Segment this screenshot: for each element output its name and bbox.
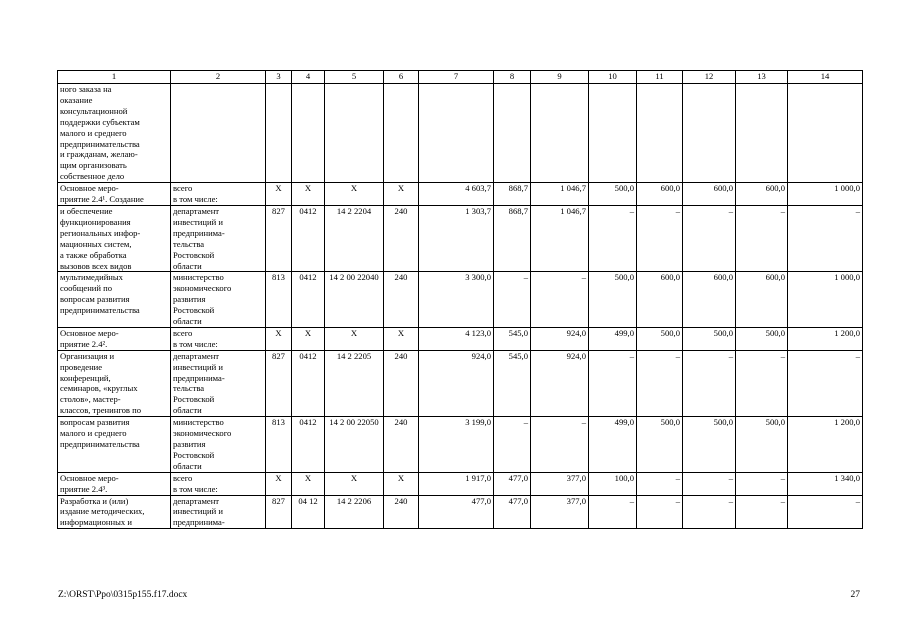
column-number: 8 <box>494 71 531 84</box>
column-number: 4 <box>292 71 325 84</box>
column-number: 6 <box>384 71 419 84</box>
table-row <box>58 327 863 350</box>
table-row <box>58 183 863 206</box>
value-cell: 813 <box>266 272 292 328</box>
value-cell: – <box>683 495 736 529</box>
text-line: а также обработка <box>60 249 127 260</box>
value-cell: 600,0 <box>637 183 683 206</box>
value-cell: – <box>531 417 589 473</box>
value-cell <box>266 84 292 183</box>
text-line: тельства <box>173 238 205 249</box>
value-cell: X <box>325 327 384 350</box>
text-line: предпринимательства <box>60 305 140 316</box>
text-line: министерство <box>173 417 224 428</box>
value-cell: 924,0 <box>419 350 494 416</box>
footer-file-path: Z:\ORST\Ppo\0315p155.f17.docx <box>58 590 188 600</box>
table-row <box>58 350 863 416</box>
executor <box>171 84 266 183</box>
activity-description <box>58 183 171 206</box>
value-cell: – <box>494 272 531 328</box>
activity-description <box>58 327 171 350</box>
value-cell: 240 <box>384 495 419 529</box>
value-cell: X <box>266 183 292 206</box>
value-cell: 545,0 <box>494 350 531 416</box>
value-cell: 924,0 <box>531 327 589 350</box>
value-cell: – <box>531 272 589 328</box>
text-line: всего <box>173 327 193 338</box>
text-line: всего <box>173 183 193 194</box>
column-number: 2 <box>171 71 266 84</box>
text-line: развития <box>173 439 206 449</box>
activity-description <box>58 495 171 529</box>
value-cell: 1 200,0 <box>788 327 863 350</box>
value-cell: 500,0 <box>637 417 683 473</box>
value-cell: X <box>266 327 292 350</box>
value-cell: 477,0 <box>494 495 531 529</box>
value-cell: 600,0 <box>637 272 683 328</box>
value-cell: X <box>325 183 384 206</box>
value-cell: 3 300,0 <box>419 272 494 328</box>
value-cell: 499,0 <box>589 417 637 473</box>
value-cell: 240 <box>384 350 419 416</box>
value-cell: 240 <box>384 205 419 271</box>
executor <box>171 472 266 495</box>
value-cell <box>494 84 531 183</box>
text-line: в том числе: <box>173 338 218 349</box>
text-line: области <box>173 260 202 271</box>
value-cell: 4 603,7 <box>419 183 494 206</box>
executor <box>171 495 266 529</box>
text-line: всего <box>173 472 193 483</box>
text-line: экономического <box>173 428 232 439</box>
value-cell: 1 046,7 <box>531 183 589 206</box>
text-line: вызовов всех видов <box>60 260 132 271</box>
column-number: 12 <box>683 71 736 84</box>
value-cell: 14 2 00 22050 <box>325 417 384 473</box>
text-line: столов», мастер- <box>60 394 121 405</box>
budget-table <box>57 70 863 529</box>
value-cell: 500,0 <box>736 417 788 473</box>
value-cell: X <box>266 472 292 495</box>
value-cell <box>419 84 494 183</box>
text-line: департамент <box>173 205 220 216</box>
text-line: оказание <box>60 94 93 105</box>
text-line: области <box>173 316 202 327</box>
column-number: 7 <box>419 71 494 84</box>
value-cell: 377,0 <box>531 472 589 495</box>
value-cell: 240 <box>384 272 419 328</box>
activity-description <box>58 472 171 495</box>
table-row <box>58 205 863 271</box>
value-cell: 14 2 2204 <box>325 205 384 271</box>
column-number: 13 <box>736 71 788 84</box>
text-line: Ростовской <box>173 249 215 260</box>
value-cell: 1 000,0 <box>788 272 863 328</box>
value-cell: 500,0 <box>637 327 683 350</box>
value-cell: 1 303,7 <box>419 205 494 271</box>
value-cell: 1 046,7 <box>531 205 589 271</box>
activity-description <box>58 350 171 416</box>
column-number: 11 <box>637 71 683 84</box>
text-line: предпринима- <box>173 227 225 238</box>
value-cell <box>637 84 683 183</box>
column-number: 9 <box>531 71 589 84</box>
value-cell: X <box>384 183 419 206</box>
text-line: Ростовской <box>173 394 215 405</box>
value-cell: 924,0 <box>531 350 589 416</box>
text-line: области <box>173 405 202 416</box>
text-line: сообщений по <box>60 283 113 294</box>
value-cell: 868,7 <box>494 183 531 206</box>
value-cell: 3 199,0 <box>419 417 494 473</box>
value-cell: X <box>325 472 384 495</box>
text-line: мационных систем, <box>60 238 132 249</box>
text-line: экономического <box>173 283 232 294</box>
value-cell <box>325 84 384 183</box>
text-line: инвестиций и <box>173 361 223 372</box>
table-row <box>58 272 863 328</box>
value-cell <box>292 84 325 183</box>
value-cell: 500,0 <box>736 327 788 350</box>
value-cell: – <box>788 350 863 416</box>
value-cell: 477,0 <box>494 472 531 495</box>
column-number-row <box>58 71 863 84</box>
value-cell: 1 200,0 <box>788 417 863 473</box>
text-line: предпринимательства <box>60 439 140 449</box>
value-cell: – <box>683 350 736 416</box>
text-line: тельства <box>173 383 205 394</box>
value-cell <box>736 84 788 183</box>
executor <box>171 205 266 271</box>
value-cell: – <box>788 205 863 271</box>
value-cell: X <box>384 472 419 495</box>
value-cell: 14 2 2206 <box>325 495 384 529</box>
value-cell: – <box>637 350 683 416</box>
activity-description <box>58 205 171 271</box>
value-cell: 0412 <box>292 272 325 328</box>
value-cell: 600,0 <box>683 272 736 328</box>
value-cell: – <box>494 417 531 473</box>
value-cell: – <box>736 495 788 529</box>
text-line: Ростовской <box>173 449 215 460</box>
value-cell: X <box>384 327 419 350</box>
executor <box>171 350 266 416</box>
value-cell: – <box>736 205 788 271</box>
value-cell: – <box>683 472 736 495</box>
text-line: проведение <box>60 361 103 372</box>
value-cell: 500,0 <box>589 183 637 206</box>
value-cell: 0412 <box>292 205 325 271</box>
value-cell: X <box>292 327 325 350</box>
value-cell <box>683 84 736 183</box>
text-line: Основное меро- <box>60 183 119 194</box>
column-number: 10 <box>589 71 637 84</box>
value-cell: 545,0 <box>494 327 531 350</box>
text-line: в том числе: <box>173 194 218 205</box>
value-cell: 1 917,0 <box>419 472 494 495</box>
value-cell: X <box>292 472 325 495</box>
value-cell: 827 <box>266 350 292 416</box>
text-line: инвестиций и <box>173 506 223 517</box>
text-line: департамент <box>173 495 220 506</box>
value-cell: 500,0 <box>683 417 736 473</box>
value-cell: – <box>788 495 863 529</box>
column-number: 1 <box>58 71 171 84</box>
text-line: департамент <box>173 350 220 361</box>
value-cell: – <box>736 350 788 416</box>
text-line: малого и среднего <box>60 428 127 439</box>
value-cell: 04 12 <box>292 495 325 529</box>
table-row <box>58 495 863 529</box>
text-line: классов, тренингов по <box>60 405 142 416</box>
value-cell: 377,0 <box>531 495 589 529</box>
text-line: вопросам развития <box>60 294 130 305</box>
text-line: мультимедийных <box>60 272 123 283</box>
text-line: в том числе: <box>173 483 218 494</box>
text-line: Основное меро- <box>60 472 119 483</box>
value-cell: – <box>589 495 637 529</box>
column-number: 5 <box>325 71 384 84</box>
value-cell: – <box>637 205 683 271</box>
text-line: приятие 2.4². <box>60 338 108 349</box>
text-line: и гражданам, желаю- <box>60 149 138 160</box>
executor <box>171 327 266 350</box>
text-line: Организация и <box>60 350 115 361</box>
text-line: приятие 2.4¹. Создание <box>60 194 144 205</box>
value-cell: – <box>683 205 736 271</box>
text-line: вопросам развития <box>60 417 130 428</box>
text-line: инвестиций и <box>173 216 223 227</box>
value-cell: 813 <box>266 417 292 473</box>
value-cell: 0412 <box>292 417 325 473</box>
value-cell: 0412 <box>292 350 325 416</box>
value-cell <box>589 84 637 183</box>
text-line: и обеспечение <box>60 205 113 216</box>
value-cell: – <box>589 205 637 271</box>
value-cell: 500,0 <box>683 327 736 350</box>
text-line: развития <box>173 294 206 305</box>
text-line: семинаров, «круглых <box>60 383 138 394</box>
executor <box>171 183 266 206</box>
value-cell: 600,0 <box>683 183 736 206</box>
value-cell: 14 2 2205 <box>325 350 384 416</box>
value-cell <box>384 84 419 183</box>
value-cell: 1 340,0 <box>788 472 863 495</box>
value-cell: 499,0 <box>589 327 637 350</box>
text-line: предпринима- <box>173 372 225 383</box>
text-line: издание методических, <box>60 506 145 517</box>
text-line: консультационной <box>60 105 128 116</box>
value-cell: – <box>637 495 683 529</box>
table-row <box>58 417 863 473</box>
value-cell: 4 123,0 <box>419 327 494 350</box>
table-row <box>58 84 863 183</box>
value-cell: 600,0 <box>736 272 788 328</box>
text-line: собственное дело <box>60 171 125 182</box>
value-cell: 827 <box>266 205 292 271</box>
value-cell <box>531 84 589 183</box>
text-line: информационных и <box>60 517 132 528</box>
column-number: 3 <box>266 71 292 84</box>
executor <box>171 417 266 473</box>
value-cell: 500,0 <box>589 272 637 328</box>
text-line: области <box>173 460 202 471</box>
text-line: Разработка и (или) <box>60 495 129 506</box>
footer-page-number: 27 <box>850 590 860 600</box>
value-cell: 1 000,0 <box>788 183 863 206</box>
value-cell: 14 2 00 22040 <box>325 272 384 328</box>
value-cell: 477,0 <box>419 495 494 529</box>
table-row <box>58 472 863 495</box>
activity-description <box>58 272 171 328</box>
value-cell: 240 <box>384 417 419 473</box>
text-line: конференций, <box>60 372 111 383</box>
text-line: Основное меро- <box>60 327 119 338</box>
value-cell: – <box>736 472 788 495</box>
value-cell: 600,0 <box>736 183 788 206</box>
value-cell: 100,0 <box>589 472 637 495</box>
text-line: Ростовской <box>173 305 215 316</box>
text-line: региональных инфор- <box>60 227 141 238</box>
value-cell: X <box>292 183 325 206</box>
text-line: малого и среднего <box>60 127 127 138</box>
text-line: щим организовать <box>60 160 127 171</box>
value-cell: 827 <box>266 495 292 529</box>
text-line: поддержки субъектам <box>60 116 140 127</box>
text-line: предпринимательства <box>60 138 140 149</box>
text-line: министерство <box>173 272 224 283</box>
text-line: приятие 2.4³. <box>60 483 108 494</box>
activity-description <box>58 84 171 183</box>
executor <box>171 272 266 328</box>
text-line: функционирования <box>60 216 131 227</box>
value-cell: – <box>589 350 637 416</box>
text-line: предпринима- <box>173 517 225 528</box>
column-number: 14 <box>788 71 863 84</box>
value-cell: 868,7 <box>494 205 531 271</box>
text-line: ного заказа на <box>60 84 112 94</box>
activity-description <box>58 417 171 473</box>
value-cell <box>788 84 863 183</box>
value-cell: – <box>637 472 683 495</box>
